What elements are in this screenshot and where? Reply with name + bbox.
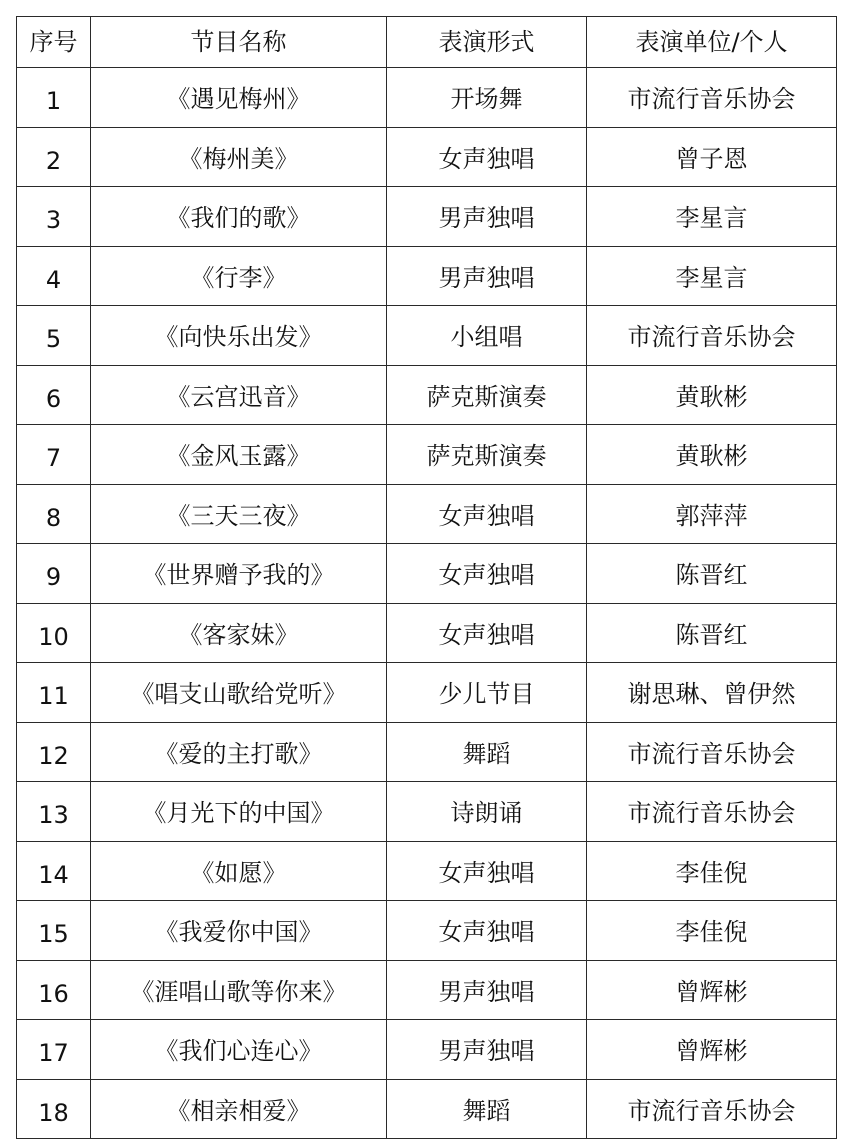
- cell-program-title: 《唱支山歌给党听》: [91, 663, 387, 723]
- cell-performer: 谢思琳、曾伊然: [587, 663, 837, 723]
- table-row: [17, 484, 837, 544]
- cell-program-title: 《梅州美》: [91, 127, 387, 187]
- cell-performer: 李佳倪: [587, 841, 837, 901]
- table-row: [17, 841, 837, 901]
- cell-performance-form: 女声独唱: [387, 603, 587, 663]
- cell-number: 1: [17, 68, 91, 128]
- table-row: [17, 1079, 837, 1139]
- header-program-title: 节目名称: [91, 17, 387, 68]
- cell-performance-form: 女声独唱: [387, 901, 587, 961]
- cell-program-title: 《月光下的中国》: [91, 782, 387, 842]
- cell-performance-form: 舞蹈: [387, 1079, 587, 1139]
- cell-number: 8: [17, 484, 91, 544]
- cell-program-title: 《金风玉露》: [91, 425, 387, 485]
- cell-number: 17: [17, 1020, 91, 1080]
- cell-number: 14: [17, 841, 91, 901]
- cell-performance-form: 男声独唱: [387, 1020, 587, 1080]
- cell-performance-form: 萨克斯演奏: [387, 425, 587, 485]
- cell-performer: 市流行音乐协会: [587, 68, 837, 128]
- cell-performance-form: 少儿节目: [387, 663, 587, 723]
- cell-performer: 黄耿彬: [587, 365, 837, 425]
- cell-performer: 陈晋红: [587, 544, 837, 604]
- cell-performance-form: 开场舞: [387, 68, 587, 128]
- cell-performance-form: 男声独唱: [387, 246, 587, 306]
- cell-program-title: 《我爱你中国》: [91, 901, 387, 961]
- table-row: [17, 306, 837, 366]
- table-row: [17, 246, 837, 306]
- cell-program-title: 《三天三夜》: [91, 484, 387, 544]
- table-row: [17, 127, 837, 187]
- cell-performer: 郭萍萍: [587, 484, 837, 544]
- table-body: [17, 68, 837, 1139]
- cell-program-title: 《遇见梅州》: [91, 68, 387, 128]
- cell-number: 10: [17, 603, 91, 663]
- cell-number: 16: [17, 960, 91, 1020]
- cell-number: 7: [17, 425, 91, 485]
- header-row: [17, 17, 837, 68]
- cell-performer: 市流行音乐协会: [587, 1079, 837, 1139]
- cell-number: 13: [17, 782, 91, 842]
- table-row: [17, 1020, 837, 1080]
- cell-program-title: 《如愿》: [91, 841, 387, 901]
- cell-performer: 李星言: [587, 246, 837, 306]
- cell-performer: 市流行音乐协会: [587, 782, 837, 842]
- cell-program-title: 《向快乐出发》: [91, 306, 387, 366]
- cell-program-title: 《相亲相爱》: [91, 1079, 387, 1139]
- cell-number: 18: [17, 1079, 91, 1139]
- header-number: 序号: [17, 17, 91, 68]
- cell-program-title: 《我们心连心》: [91, 1020, 387, 1080]
- table-row: [17, 901, 837, 961]
- table-row: [17, 603, 837, 663]
- header-performance-form: 表演形式: [387, 17, 587, 68]
- cell-program-title: 《我们的歌》: [91, 187, 387, 247]
- table-row: [17, 68, 837, 128]
- cell-performance-form: 男声独唱: [387, 960, 587, 1020]
- table-row: [17, 187, 837, 247]
- table-row: [17, 722, 837, 782]
- cell-program-title: 《涯唱山歌等你来》: [91, 960, 387, 1020]
- header-performer: 表演单位/个人: [587, 17, 837, 68]
- table-row: [17, 960, 837, 1020]
- cell-performer: 曾子恩: [587, 127, 837, 187]
- cell-number: 2: [17, 127, 91, 187]
- table-row: [17, 782, 837, 842]
- cell-performer: 李佳倪: [587, 901, 837, 961]
- cell-performer: 曾辉彬: [587, 960, 837, 1020]
- cell-performance-form: 男声独唱: [387, 187, 587, 247]
- cell-performer: 陈晋红: [587, 603, 837, 663]
- cell-performer: 黄耿彬: [587, 425, 837, 485]
- program-list-table: [16, 16, 837, 1139]
- cell-performance-form: 女声独唱: [387, 544, 587, 604]
- cell-number: 5: [17, 306, 91, 366]
- cell-number: 3: [17, 187, 91, 247]
- cell-performer: 市流行音乐协会: [587, 722, 837, 782]
- cell-performance-form: 舞蹈: [387, 722, 587, 782]
- cell-number: 9: [17, 544, 91, 604]
- table-row: [17, 425, 837, 485]
- cell-performance-form: 女声独唱: [387, 841, 587, 901]
- cell-performer: 市流行音乐协会: [587, 306, 837, 366]
- table-header: [17, 17, 837, 68]
- cell-performance-form: 小组唱: [387, 306, 587, 366]
- table-row: [17, 663, 837, 723]
- cell-number: 4: [17, 246, 91, 306]
- table-row: [17, 544, 837, 604]
- cell-performance-form: 萨克斯演奏: [387, 365, 587, 425]
- cell-performer: 曾辉彬: [587, 1020, 837, 1080]
- cell-performance-form: 女声独唱: [387, 127, 587, 187]
- cell-program-title: 《行李》: [91, 246, 387, 306]
- cell-number: 15: [17, 901, 91, 961]
- cell-performance-form: 诗朗诵: [387, 782, 587, 842]
- cell-number: 6: [17, 365, 91, 425]
- cell-program-title: 《云宫迅音》: [91, 365, 387, 425]
- cell-performer: 李星言: [587, 187, 837, 247]
- table-row: [17, 365, 837, 425]
- cell-number: 11: [17, 663, 91, 723]
- cell-program-title: 《客家妹》: [91, 603, 387, 663]
- cell-number: 12: [17, 722, 91, 782]
- cell-program-title: 《爱的主打歌》: [91, 722, 387, 782]
- cell-program-title: 《世界赠予我的》: [91, 544, 387, 604]
- cell-performance-form: 女声独唱: [387, 484, 587, 544]
